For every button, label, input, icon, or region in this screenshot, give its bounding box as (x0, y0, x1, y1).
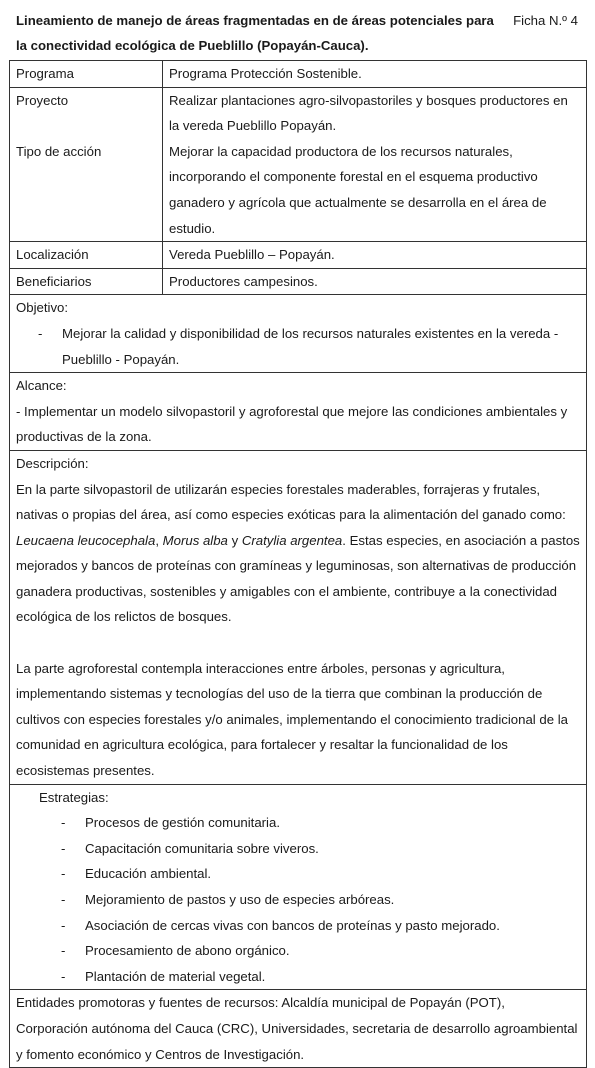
estrategia-item: - Procesamiento de abono orgánico. (16, 938, 580, 964)
row-estrategias (10, 784, 587, 990)
guideline-table (9, 60, 587, 1068)
value-programa: Programa Protección Sostenible. (163, 61, 587, 88)
value-tipo-accion: Mejorar la capacidad productora de los recursos naturales, incorporando el componente forestal en el esquema productivo ganadero y agrícola que actualmente se desarrolla en el área de estudio. (169, 143, 547, 236)
row-entidades (10, 990, 587, 1068)
species-sep-1: , (155, 532, 163, 548)
estrategia-item: - Asociación de cercas vivas con bancos de proteínas y pasto mejorado. (16, 913, 580, 939)
descripcion-cell (10, 450, 587, 784)
estrategias-list (16, 810, 580, 989)
estrategia-item: - Procesos de gestión comunitaria. (16, 810, 580, 836)
row-objetivo (10, 295, 587, 373)
species-cratylia: Cratylia argentea (241, 532, 343, 548)
label-localizacion: Localización (10, 242, 163, 269)
estrategias-label: Estrategias: (39, 789, 109, 805)
value-localizacion: Vereda Pueblillo – Popayán. (163, 242, 587, 269)
objetivo-list (16, 321, 580, 372)
descripcion-paragraph-1 (16, 477, 580, 631)
species-leucaena: Leucaena leucocephala (16, 532, 156, 548)
descripcion-label: Descripción: (16, 455, 89, 471)
row-localizacion (10, 242, 587, 269)
estrategia-item: - Mejoramiento de pastos y uso de especies arbóreas. (16, 887, 580, 913)
objetivo-item: - Mejorar la calidad y disponibilidad de los recursos naturales existentes en la vereda -Pueblillo - Popayán. (16, 321, 580, 372)
row-programa (10, 61, 587, 88)
sheet-title: Lineamiento de manejo de áreas fragmentadas en de áreas potenciales para la conectividad ecológica de Pueblillo (Popayán-Cauca). (16, 13, 494, 53)
label-programa: Programa (10, 61, 163, 88)
row-alcance (10, 373, 587, 451)
row-beneficiarios (10, 268, 587, 295)
value-beneficiarios: Productores campesinos. (163, 268, 587, 295)
alcance-text: - Implementar un modelo silvopastoril y agroforestal que mejore las condiciones ambientales y productivas de la zona. (16, 403, 568, 445)
species-morus: Morus alba (162, 532, 228, 548)
estrategia-item: - Educación ambiental. (16, 861, 580, 887)
paragraph-spacer (16, 630, 580, 656)
estrategia-item: - Plantación de material vegetal. (16, 964, 580, 990)
value-proyecto: Realizar plantaciones agro-silvopastoriles y bosques productores en la vereda Pueblillo Popayán. (169, 92, 568, 134)
descripcion-p1-start: En la parte silvopastoril de utilizarán especies forestales maderables, forrajeras y frutales, nativas o propias del área, así como especies exóticas para la alimentación del ganado como: (16, 481, 566, 523)
descripcion-p1-end: . Estas especies, en asociación a pastos mejorados y bancos de proteínas con gramíneas y leguminosas, son alternativas de producción ganadera productivas, sostenibles y amigables con el ambiente, contribuye a la conectividad ecológica de los relictos de bosques. (16, 532, 580, 625)
alcance-cell (10, 373, 587, 451)
alcance-label: Alcance: (16, 378, 67, 394)
label-beneficiarios: Beneficiarios (10, 268, 163, 295)
label-proyecto: Proyecto (16, 92, 69, 108)
descripcion-paragraph-2: La parte agroforestal contempla interacciones entre árboles, personas y agricultura, implementando sistemas y tecnologías del uso de la tierra que combinan la producción de cultivos con especies forestales y/o animales, implementando el conocimiento tradicional de la comunidad en agricultura ecológica, para fortalecer y resaltar la funcionalidad de los ecosistemas presentes. (16, 660, 568, 779)
entidades-cell: Entidades promotoras y fuentes de recursos: Alcaldía municipal de Popayán (POT), Corporación autónoma del Cauca (CRC), Universidades, secretaria de desarrollo agroambiental y fomento económico y Centros de Investigación. (10, 990, 587, 1068)
row-descripcion (10, 450, 587, 784)
estrategia-item: - Capacitación comunitaria sobre viveros. (16, 836, 580, 862)
sheet-header (16, 8, 586, 60)
label-cell-proyecto (10, 87, 163, 242)
objetivo-label: Objetivo: (16, 300, 69, 316)
ficha-number: Ficha N.º 4 (513, 13, 578, 28)
objetivo-cell (10, 295, 587, 373)
species-sep-2: y (227, 532, 242, 548)
label-spacer (16, 113, 156, 139)
row-proyecto-tipo (10, 87, 587, 242)
label-tipo-accion: Tipo de acción (16, 143, 102, 159)
value-cell-proyecto (163, 87, 587, 242)
estrategias-cell (10, 784, 587, 990)
